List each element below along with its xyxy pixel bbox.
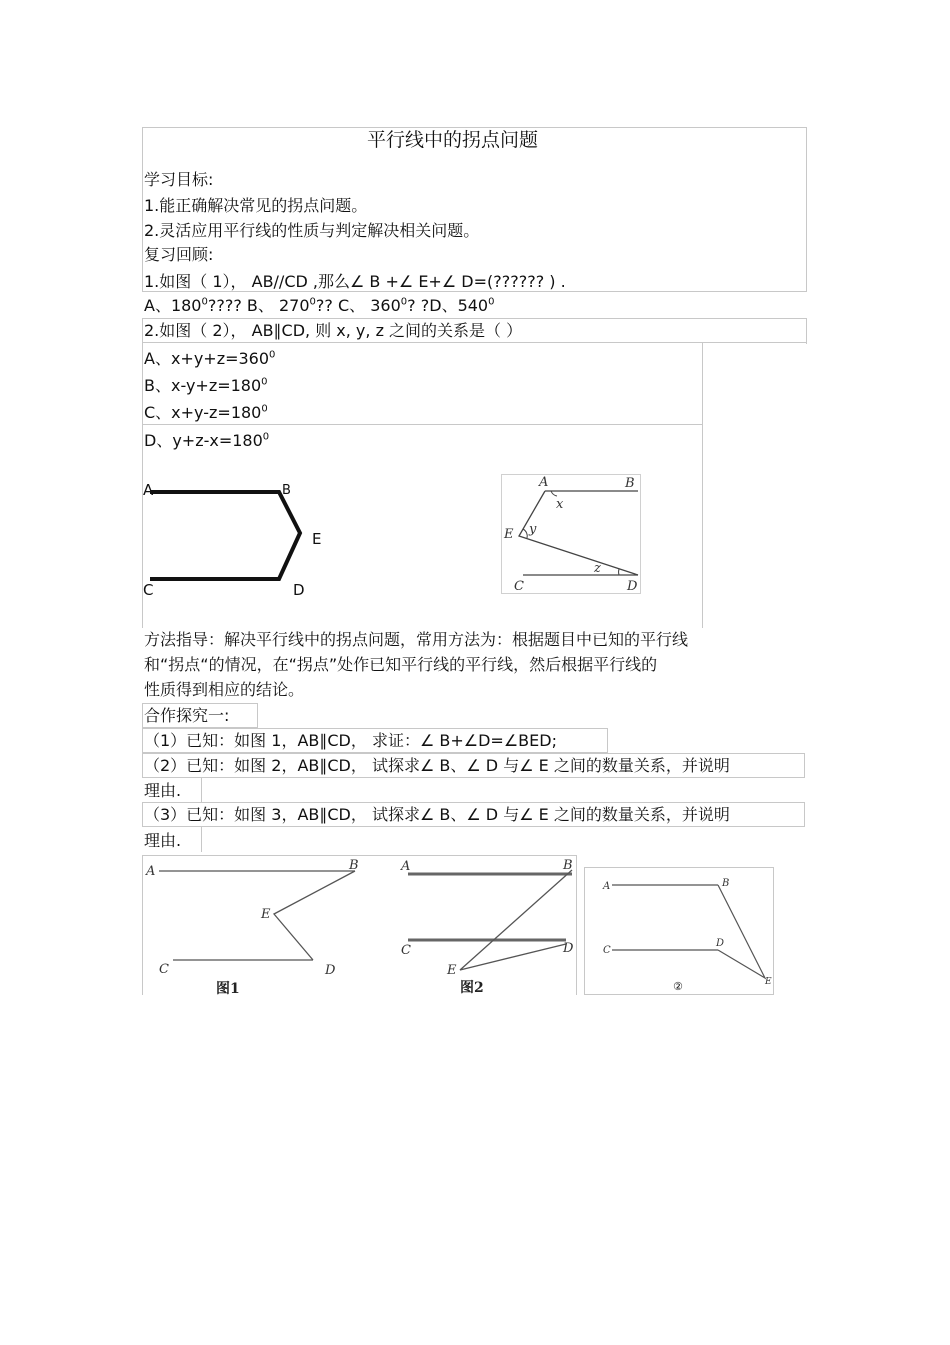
page-title: 平行线中的拐点问题 — [367, 129, 539, 151]
review-heading: 复习回顾: — [144, 245, 214, 264]
path-b-e-d — [274, 871, 355, 960]
label-e: E — [765, 977, 772, 987]
label-a: A — [143, 481, 154, 499]
q1-option-d: ? ?D、540 — [407, 296, 489, 315]
border-right-fig — [702, 343, 703, 628]
label-c: C — [159, 962, 169, 977]
path-b-e-d — [718, 885, 765, 978]
label-d: D — [627, 579, 638, 594]
figure-caption: 图2 — [460, 980, 484, 996]
coop-p2b-border — [201, 778, 202, 803]
label-b: B — [563, 858, 573, 873]
coop-problem-2-tail: 理由. — [144, 781, 182, 800]
figure-2-frame — [502, 475, 641, 594]
label-c: C — [603, 945, 611, 956]
method-line-1: 方法指导：解决平行线中的拐点问题，常用方法为：根据题目中已知的平行线 — [144, 630, 689, 649]
q1-stem: 1.如图（ 1）， AB//CD ,那么∠ B +∠ E+∠ D=(?????? ) . — [144, 272, 566, 291]
border-line-d — [142, 424, 702, 425]
path-a-e-d — [519, 491, 638, 575]
label-y: y — [529, 522, 537, 537]
method-line-2: 和“拐点“的情况，在“拐点”处作已知平行线的平行线，然后根据平行线的 — [144, 655, 658, 674]
coop-p3b-border — [201, 827, 202, 852]
q1-option-a: A、180 — [144, 296, 202, 315]
label-e: E — [447, 963, 457, 978]
q2-option-c: C、$x+y-z=180^0$ — [144, 403, 268, 422]
label-c: C — [143, 581, 154, 599]
label-e: E — [312, 530, 322, 548]
label-b: B — [282, 483, 291, 498]
coop-problem-2: （2）已知：如图 2，AB∥CD， 试探求∠ B、∠ D 与∠ E 之间的数量关系，并说明 — [144, 756, 730, 775]
figure-2-diagram — [501, 474, 641, 594]
objective-item-1: 1.能正确解决常见的拐点问题。 — [144, 196, 368, 215]
label-d: D — [325, 963, 336, 978]
label-e: E — [261, 907, 271, 922]
label-c: C — [514, 579, 524, 594]
label-d: D — [716, 938, 725, 949]
label-x: x — [556, 497, 564, 512]
path-b-e-d — [460, 870, 572, 970]
degree-mark: 0 — [400, 296, 408, 308]
label-a: A — [603, 881, 611, 892]
bottom-figure-2 — [398, 856, 578, 996]
coop-problem-3-tail: 理由. — [144, 831, 182, 850]
coop-problem-3: （3）已知：如图 3，AB∥CD， 试探求∠ B、∠ D 与∠ E 之间的数量关系，并说明 — [144, 805, 730, 824]
q1-option-c: ?? C、 360 — [315, 296, 401, 315]
objective-item-2: 2.灵活应用平行线的性质与判定解决相关问题。 — [144, 221, 480, 240]
label-b: B — [722, 878, 730, 889]
border-right-outer — [806, 343, 807, 344]
coop-heading: 合作探究一: — [144, 706, 230, 725]
label-a: A — [539, 475, 549, 490]
angle-y-arc — [523, 529, 527, 538]
label-z: z — [594, 561, 601, 576]
figure-caption: 图1 — [216, 981, 240, 997]
label-a: A — [401, 859, 411, 874]
label-e: E — [504, 527, 514, 542]
objectives-heading: 学习目标: — [144, 170, 214, 189]
coop-problem-1: （1）已知：如图 1，AB∥CD， 求证：∠ B+∠D=∠BED; — [144, 731, 557, 750]
label-d: D — [563, 941, 574, 956]
label-b: B — [625, 476, 635, 491]
q2-option-a: A、$x+y+z=360^0$ — [144, 349, 276, 368]
angle-x-arc — [551, 491, 557, 496]
bottom-figure-3 — [585, 868, 775, 996]
degree-mark: 0 — [309, 296, 316, 308]
degree-mark: 0 — [201, 296, 208, 308]
label-d: D — [293, 581, 305, 599]
degree-mark: 0 — [488, 296, 495, 308]
figure-1-diagram — [140, 475, 330, 605]
q2-option-d: D、$y+z-x=180^0$ — [144, 431, 270, 450]
label-c: C — [401, 943, 411, 958]
figure-1-polyline — [150, 492, 300, 579]
label-b: B — [349, 858, 359, 873]
q1-options — [144, 296, 494, 316]
label-a: A — [146, 864, 156, 879]
bottom-figure-1 — [143, 856, 373, 996]
q1-option-b: ???? B、 270 — [207, 296, 310, 315]
q2-option-b: B、$x-y+z=180^0$ — [144, 376, 268, 395]
method-line-3: 性质得到相应的结论。 — [144, 680, 305, 699]
q2-stem: 2.如图（ 2）， AB∥CD, 则 x, y, z 之间的关系是（ ） — [144, 321, 523, 340]
figure-caption: ② — [673, 980, 683, 993]
